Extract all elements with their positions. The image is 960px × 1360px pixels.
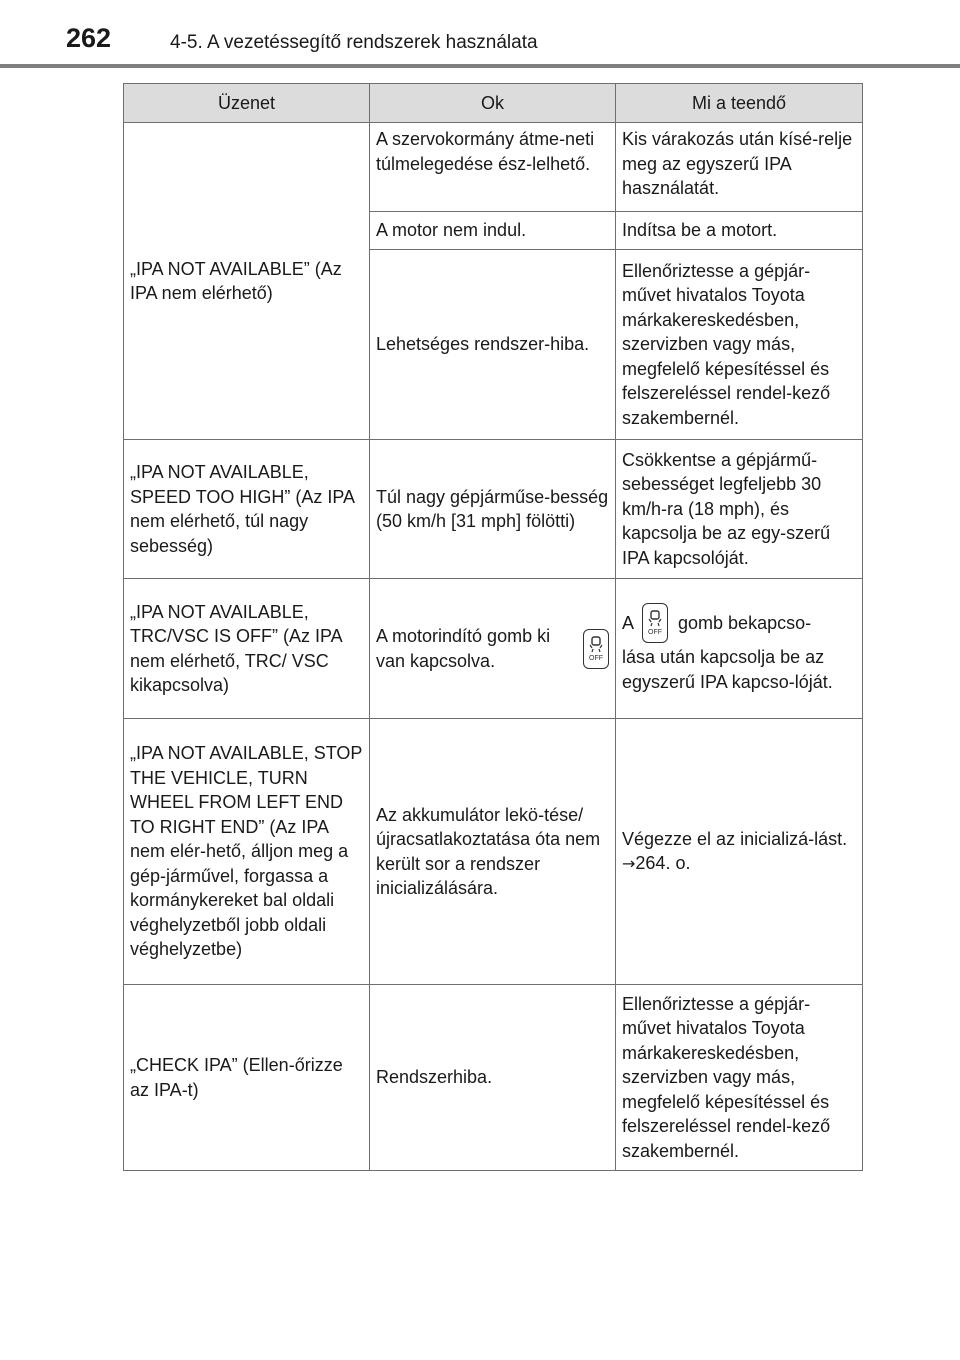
message-cell: „CHECK IPA” (Ellen-őrizze az IPA-t) <box>124 985 370 1171</box>
action-cell: Ellenőriztesse a gépjár-művet hivatalos Toyota márkakereskedésben, szervizben vagy más, megfelelő képesítéssel és felszereléssel rendel-kező szakembernél. <box>616 985 863 1171</box>
cause-text: A motorindító gomb ki van kapcsolva. <box>376 626 551 671</box>
action-prefix: A <box>622 612 635 633</box>
table-row <box>124 123 863 212</box>
header-rule <box>0 64 960 68</box>
action-cell: Indítsa be a motort. <box>616 212 863 250</box>
cause-cell: Lehetséges rendszer-hiba. <box>370 250 616 440</box>
cause-cell: Rendszerhiba. <box>370 985 616 1171</box>
table-row <box>124 440 863 579</box>
action-cell <box>616 719 863 985</box>
table-row <box>124 719 863 985</box>
action-text: Végezze el az inicializá-lást. <box>622 828 848 849</box>
message-cell: „IPA NOT AVAILABLE, SPEED TOO HIGH” (Az IPA nem elérhető, túl nagy sebesség) <box>124 440 370 579</box>
column-header-action: Mi a teendő <box>616 84 863 123</box>
column-header-message: Üzenet <box>124 84 370 123</box>
action-rest: lása után kapcsolja be az egyszerű IPA kapcso-lóját. <box>622 647 833 692</box>
svg-text:OFF: OFF <box>589 654 603 662</box>
section-title: 4-5. A vezetéssegítő rendszerek használata <box>170 32 538 53</box>
cause-cell: A szervokormány átme-neti túlmelegedése ész-lelhető. <box>370 123 616 212</box>
column-header-cause: Ok <box>370 84 616 123</box>
arrow-icon: → <box>622 854 636 873</box>
action-cell: Kis várakozás után kísé-relje meg az egyszerű IPA használatát. <box>616 123 863 212</box>
vsc-off-icon <box>642 603 668 643</box>
message-cell: „IPA NOT AVAILABLE, STOP THE VEHICLE, TURN WHEEL FROM LEFT END TO RIGHT END” (Az IPA nem elér-hető, álljon meg a gép-járművel, forgassa a kormánykereket bal oldali véghelyzetből jobb oldali véghelyzetbe) <box>124 719 370 985</box>
cause-cell: Az akkumulátor lekö-tése/újracsatlakoztatása óta nem került sor a rendszer inicializálására. <box>370 719 616 985</box>
message-cell: „IPA NOT AVAILABLE, TRC/VSC IS OFF” (Az IPA nem elérhető, TRC/ VSC kikapcsolva) <box>124 579 370 719</box>
svg-text:OFF: OFF <box>648 629 663 636</box>
cause-cell: A motor nem indul. <box>370 212 616 250</box>
table-row <box>124 985 863 1171</box>
page-header <box>0 0 960 64</box>
action-cell: Ellenőriztesse a gépjár-művet hivatalos Toyota márkakereskedésben, szervizben vagy más, megfelelő képesítéssel és felszereléssel rendel-kező szakembernél. <box>616 250 863 440</box>
action-suffix: gomb bekapcso- <box>678 612 812 633</box>
table-header-row <box>124 84 863 123</box>
cause-cell: Túl nagy gépjárműse-besség (50 km/h [31 mph] fölötti) <box>370 440 616 579</box>
vsc-off-icon <box>583 629 609 669</box>
cause-cell <box>370 579 616 719</box>
page-number: 262 <box>66 23 112 53</box>
page-reference: 264. o. <box>635 853 691 873</box>
action-cell: Csökkentse a gépjármű-sebességet legfeljebb 30 km/h-ra (18 mph), és kapcsolja be az egy-szerű IPA kapcsolóját. <box>616 440 863 579</box>
message-cell: „IPA NOT AVAILABLE” (Az IPA nem elérhető) <box>124 123 370 440</box>
message-table <box>123 83 863 1171</box>
action-cell <box>616 579 863 719</box>
table-row <box>124 579 863 719</box>
